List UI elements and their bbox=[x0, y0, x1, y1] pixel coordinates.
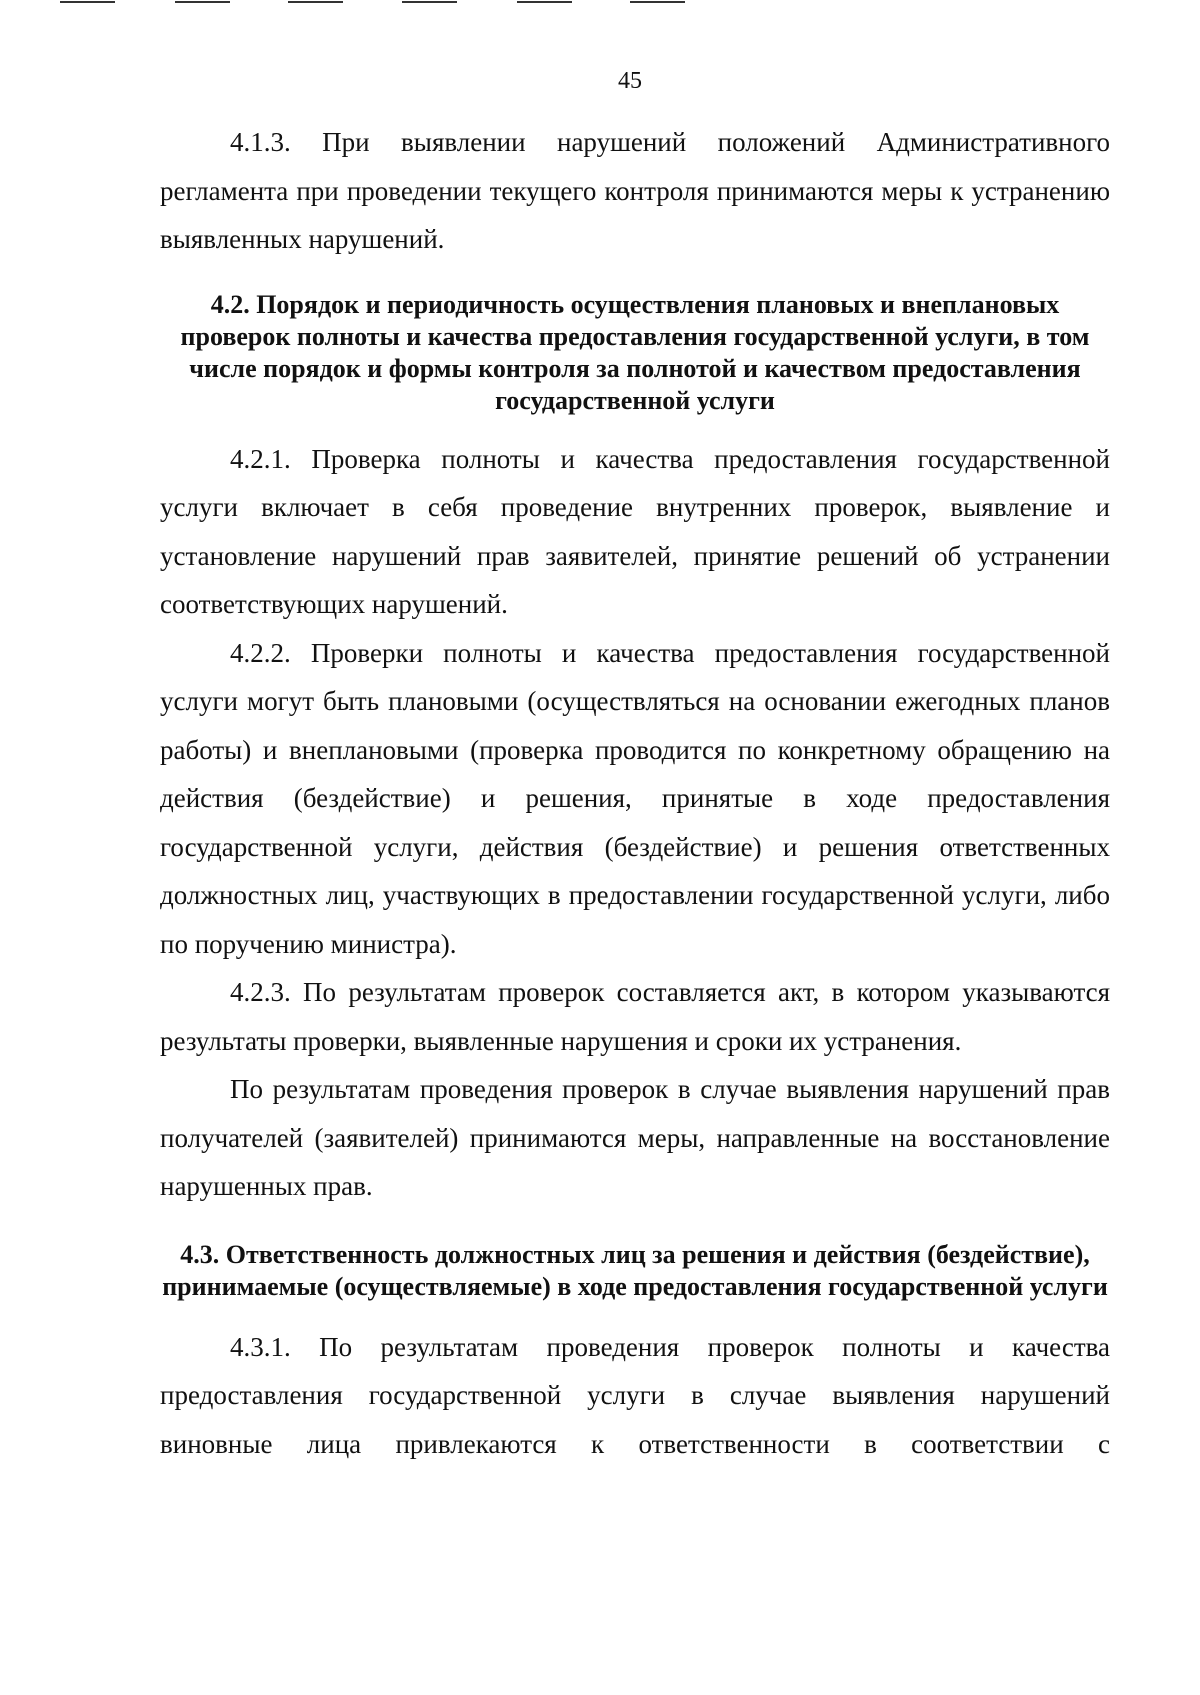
paragraph-4-2-2: 4.2.2. Проверки полноты и качества предоставления государственной услуги могут быть плановыми (осуществляться на основании ежегодных планов работы) и внеплановыми (проверка проводится по конкретному обращению на действия (бездействие) и решения, принятые в ходе предоставления государственной услуги, действия (бездействие) и решения ответственных должностных лиц, участвующих в предоставлении государственной услуги, либо по поручению министра). bbox=[160, 637, 1110, 959]
paragraph-4-2-3: 4.2.3. По результатам проверок составляется акт, в котором указываются результаты проверки, выявленные нарушения и сроки их устранения. bbox=[160, 977, 1110, 1056]
paragraph-4-1-3: 4.1.3. При выявлении нарушений положений Административного регламента при проведении текущего контроля принимаются меры к устранению выявленных нарушений. bbox=[160, 127, 1110, 254]
top-edge-marks bbox=[0, 0, 1200, 8]
paragraph-4-2-1: 4.2.1. Проверка полноты и качества предоставления государственной услуги включает в себя проведение внутренних проверок, выявление и установление нарушений прав заявителей, принятие решений об устранении соответствующих нарушений. bbox=[160, 443, 1110, 619]
paragraph-4-3-1: 4.3.1. По результатам проведения проверок полноты и качества предоставления государственной услуги в случае выявления нарушений виновные лица привлекаются к ответственности в соответствии с bbox=[160, 1331, 1110, 1459]
section-heading-4-3: 4.3. Ответственность должностных лиц за решения и действия (бездействие), принимаемые (осуществляемые) в ходе предоставления государственной услуги bbox=[162, 1239, 1108, 1301]
page-number: 45 bbox=[618, 68, 642, 94]
document-body bbox=[160, 118, 1110, 1468]
section-heading-4-2: 4.2. Порядок и периодичность осуществления плановых и внеплановых проверок полноты и качества предоставления государственной услуги, в том числе порядок и формы контроля за полнотой и качеством предоставления государственной услуги bbox=[180, 289, 1090, 415]
paragraph-4-2-3-continued: По результатам проведения проверок в случае выявления нарушений прав получателей (заявителей) принимаются меры, направленные на восстановление нарушенных прав. bbox=[160, 1074, 1110, 1201]
